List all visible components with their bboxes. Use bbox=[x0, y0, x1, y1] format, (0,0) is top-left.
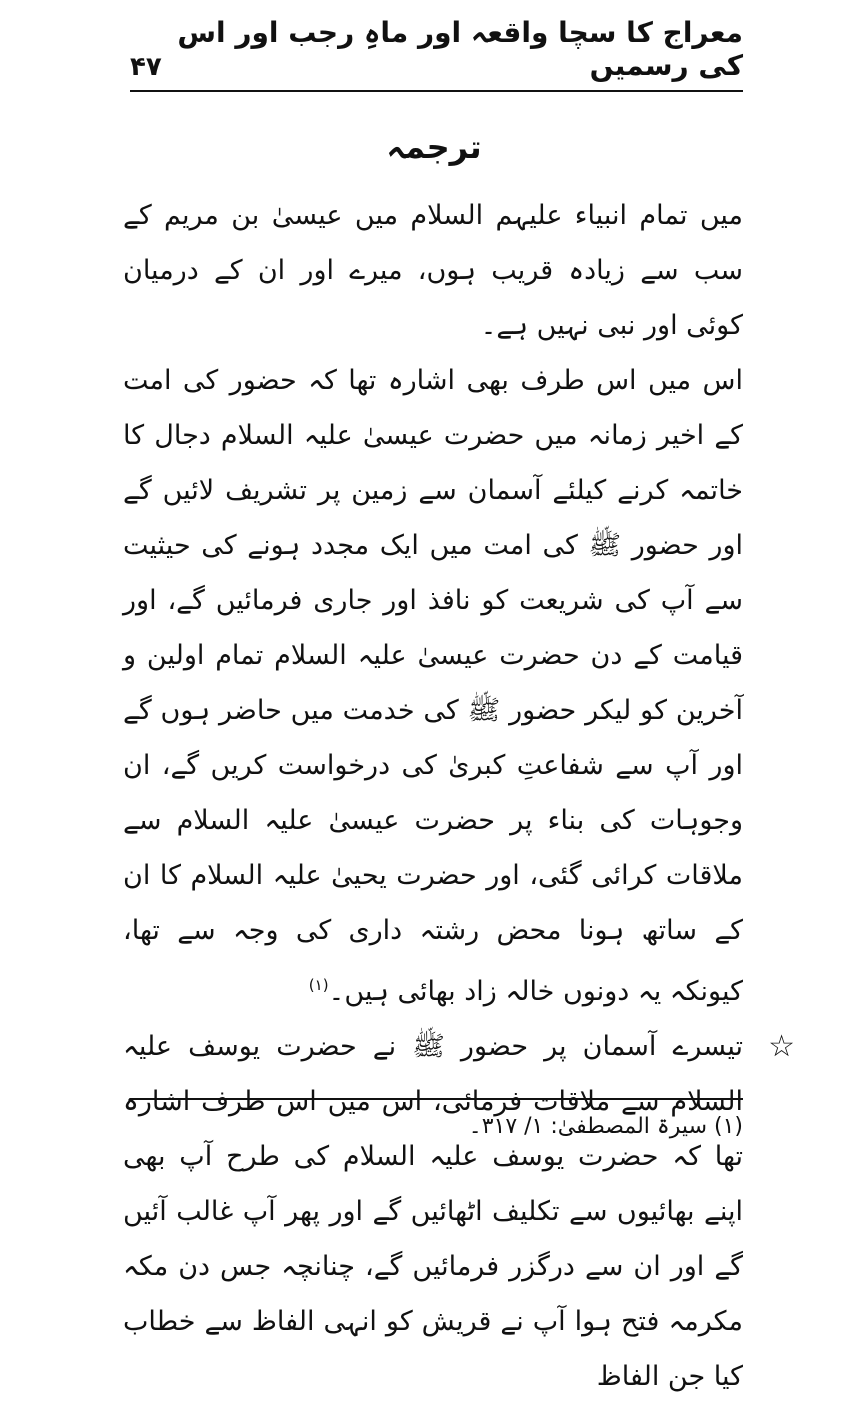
star-paragraph-block bbox=[123, 1019, 795, 1404]
section-heading: ترجمہ bbox=[386, 128, 482, 166]
footnote: (۱) سیرۃ المصطفیٰ: ۱/ ۳۱۷۔ bbox=[468, 1114, 743, 1139]
running-title: معراج کا سچا واقعہ اور ماہِ رجب اور اس کی رسمیں bbox=[177, 16, 743, 82]
explanation-paragraph bbox=[123, 353, 743, 1019]
page-header bbox=[130, 16, 743, 92]
footnote-marker: (۱) bbox=[308, 976, 329, 994]
footnote-divider bbox=[130, 1098, 743, 1100]
page-number: ۴۷ bbox=[130, 52, 162, 82]
body-text bbox=[123, 188, 795, 1404]
star-icon: ☆ bbox=[768, 1029, 795, 1064]
star-paragraph: تیسرے آسمان پر حضور ﷺ نے حضرت یوسف علیہ السلام سے ملاقات فرمائی، اس میں اس طرف اشارہ تھا کہ حضرت یوسف علیہ السلام کی طرح آپ بھی اپنے بھائیوں سے تکلیف اٹھائیں گے اور پھر آپ غالب آئیں گے اور ان سے درگزر فرمائیں گے، چنانچہ جس دن مکہ مکرمہ فتح ہوا آپ نے قریش کو انہی الفاظ سے خطاب کیا جن الفاظ bbox=[123, 1031, 743, 1392]
explanation-text: اس میں اس طرف بھی اشارہ تھا کہ حضور کی امت کے اخیر زمانہ میں حضرت عیسیٰ علیہ السلام دجال کا خاتمہ کرنے کیلئے آسمان سے زمین پر تشریف لائیں گے اور حضور ﷺ کی امت میں ایک مجدد ہونے کی حیثیت سے آپ کی شریعت کو نافذ اور جاری فرمائیں گے، اور قیامت کے دن حضرت عیسیٰ علیہ السلام تمام اولین و آخرین کو لیکر حضور ﷺ کی خدمت میں حاضر ہوں گے اور آپ سے شفاعتِ کبریٰ کی درخواست کریں گے، ان وجوہات کی بناء پر حضرت عیسیٰ علیہ السلام سے ملاقات کرائی گئی، اور حضرت یحییٰ علیہ السلام کا ان کے ساتھ ہونا محض رشتہ داری کی وجہ سے تھا، کیونکہ یہ دونوں خالہ زاد بھائی ہیں۔ bbox=[123, 365, 743, 1007]
translation-paragraph: میں تمام انبیاء علیہم السلام میں عیسیٰ بن مریم کے سب سے زیادہ قریب ہوں، میرے اور ان کے درمیان کوئی اور نبی نہیں ہے۔ bbox=[123, 200, 743, 341]
